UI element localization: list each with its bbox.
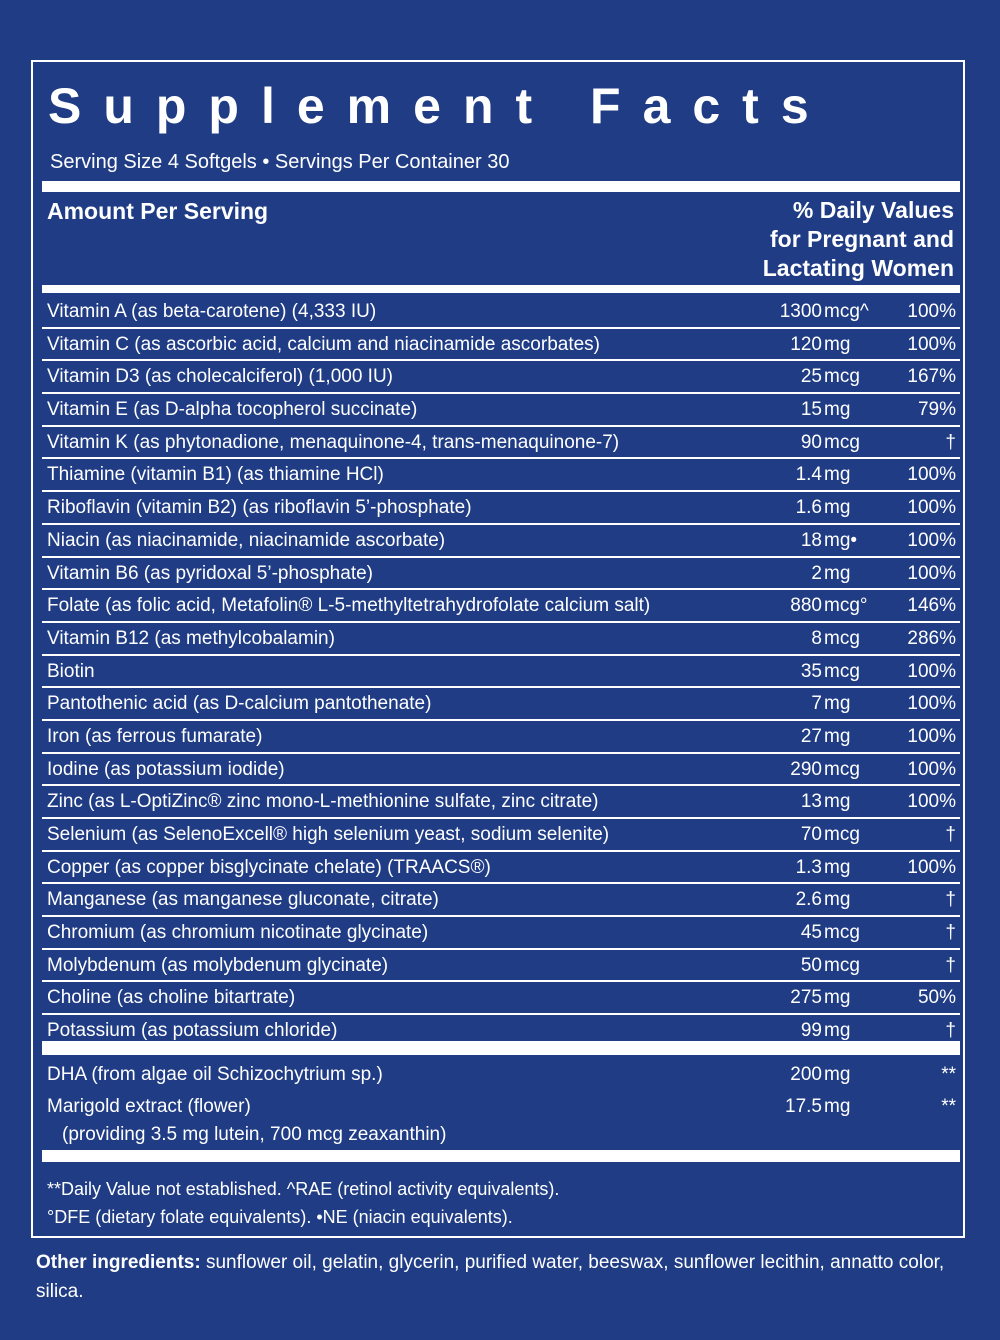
table-row — [42, 459, 960, 492]
nutrient-amount: 70 — [800, 824, 822, 845]
nutrient-amount: 2 — [811, 562, 822, 584]
daily-value-header: % Daily Values for Pregnant and Lactating Women — [762, 197, 954, 281]
other-ingredients-label: Other ingredients: — [36, 1252, 201, 1273]
nutrient-amount: 15 — [800, 399, 822, 421]
nutrient-name: Copper (as copper bisglycinate chelate) (TRAACS®) — [47, 856, 491, 878]
nutrient-name: Vitamin K (as phytonadione, menaquinone-4, trans-menaquinone-7) — [47, 431, 620, 453]
thick-divider-top — [42, 181, 960, 192]
nutrient-daily-value: 100% — [907, 333, 956, 355]
table-row — [42, 558, 960, 591]
nutrient-name: Vitamin B12 (as methylcobalamin) — [47, 627, 335, 649]
other-ingredients-text: sunflower oil, gelatin, glycerin, purified water, beeswax, sunflower lecithin, annatto color, silica. — [36, 1252, 945, 1302]
nutrient-amount: 1.3 — [795, 856, 822, 878]
nutrient-unit: mg — [824, 856, 851, 878]
nutrient-amount: 200 — [790, 1064, 822, 1085]
table-row — [42, 656, 960, 689]
nutrient-daily-value: 100% — [907, 856, 956, 878]
table-row — [42, 982, 960, 1015]
amount-per-serving-header: Amount Per Serving — [47, 198, 269, 224]
nutrient-amount: 1300 — [779, 301, 822, 322]
nutrient-daily-value: 100% — [907, 497, 956, 519]
nutrient-unit: mcg° — [824, 595, 868, 617]
nutrient-name: Zinc (as L-OptiZinc® zinc mono-L-methionine sulfate, zinc citrate) — [47, 791, 599, 813]
nutrient-daily-value: † — [945, 889, 956, 911]
nutrient-amount: 1.6 — [795, 497, 822, 519]
header-divider — [42, 285, 960, 293]
nutrient-amount: 90 — [800, 431, 822, 453]
nutrient-name: Biotin — [47, 660, 95, 682]
table-row — [42, 394, 960, 427]
nutrient-unit: mcg — [824, 660, 860, 682]
table-row — [42, 1060, 960, 1092]
nutrient-amount: 290 — [790, 758, 822, 780]
serving-info: Serving Size 4 Softgels • Servings Per Container 30 — [50, 151, 510, 173]
nutrient-unit: mcg^ — [824, 301, 869, 322]
footnote-line-1: **Daily Value not established. ^RAE (retinol activity equivalents). — [47, 1179, 560, 1199]
nutrient-name: Potassium (as potassium chloride) — [47, 1020, 338, 1042]
nutrient-daily-value: † — [945, 431, 956, 453]
nutrient-name: Vitamin D3 (as cholecalciferol) (1,000 IU) — [47, 366, 394, 388]
nutrient-daily-value: 100% — [907, 529, 956, 551]
nutrient-unit: mg — [824, 889, 851, 911]
nutrient-unit: mcg — [824, 824, 860, 845]
nutrient-unit: mg — [824, 1096, 851, 1117]
table-row — [42, 525, 960, 558]
footnotes — [47, 1175, 559, 1231]
nutrient-name: DHA (from algae oil Schizochytrium sp.) — [47, 1064, 383, 1085]
nutrient-unit: mcg — [824, 922, 860, 944]
nutrient-amount: 17.5 — [785, 1096, 822, 1117]
nutrient-daily-value: ** — [941, 1096, 956, 1117]
table-row — [42, 623, 960, 656]
nutrient-amount: 45 — [800, 922, 822, 944]
table-row — [42, 819, 960, 852]
nutrient-name: Folate (as folic acid, Metafolin® L-5-methyltetrahydrofolate calcium salt) — [47, 595, 651, 617]
nutrient-daily-value: 100% — [907, 301, 956, 322]
nutrient-daily-value: † — [945, 1020, 956, 1042]
table-row — [42, 688, 960, 721]
nutrient-name: Vitamin C (as ascorbic acid, calcium and niacinamide ascorbates) — [47, 333, 601, 355]
nutrient-amount: 1.4 — [795, 464, 822, 486]
nutrient-amount: 120 — [790, 333, 822, 355]
nutrient-name: Niacin (as niacinamide, niacinamide ascorbate) — [47, 529, 446, 551]
table-row — [42, 590, 960, 623]
table-row — [42, 1092, 960, 1145]
table-row — [42, 786, 960, 819]
table-row — [42, 361, 960, 394]
nutrient-amount: 13 — [800, 791, 822, 813]
nutrient-daily-value: † — [945, 954, 956, 976]
nutrient-amount: 35 — [800, 660, 822, 682]
nutrient-daily-value: 50% — [917, 987, 956, 1009]
nutrient-amount: 25 — [800, 366, 822, 388]
nutrient-daily-value: 100% — [907, 791, 956, 813]
nutrient-unit: mg — [824, 1064, 851, 1085]
nutrient-daily-value: 167% — [907, 366, 956, 388]
nutrient-unit: mg — [824, 464, 851, 486]
nutrient-name: Iron (as ferrous fumarate) — [47, 725, 263, 747]
table-row — [42, 329, 960, 362]
nutrient-daily-value: 286% — [907, 627, 956, 649]
thick-divider-bottom — [42, 1150, 960, 1162]
nutrient-daily-value: 100% — [907, 562, 956, 584]
nutrient-name: Molybdenum (as molybdenum glycinate) — [47, 954, 389, 976]
nutrient-unit: mcg — [824, 366, 860, 388]
nutrient-unit: mg — [824, 399, 851, 421]
table-row — [42, 492, 960, 525]
nutrient-daily-value: 100% — [907, 758, 956, 780]
nutrient-daily-value: † — [945, 922, 956, 944]
nutrient-name: Vitamin A (as beta-carotene) (4,333 IU) — [47, 301, 377, 322]
nutrient-amount: 18 — [800, 529, 822, 551]
nutrient-name: Choline (as choline bitartrate) — [47, 987, 296, 1009]
nutrient-unit: mg — [824, 693, 851, 715]
table-row — [42, 296, 960, 329]
nutrient-unit: mcg — [824, 758, 860, 780]
table-row — [42, 852, 960, 885]
nutrient-unit: mg — [824, 791, 851, 813]
nutrient-name: Marigold extract (flower) — [47, 1096, 251, 1117]
nutrient-amount: 2.6 — [795, 889, 822, 911]
nutrient-unit: mg — [824, 333, 851, 355]
nutrient-unit: mg — [824, 1020, 851, 1042]
nutrient-name: Chromium (as chromium nicotinate glycinate) — [47, 922, 429, 944]
nutrient-name: Vitamin B6 (as pyridoxal 5’-phosphate) — [47, 562, 373, 584]
other-ingredients — [36, 1248, 976, 1306]
table-row — [42, 917, 960, 950]
nutrient-amount: 27 — [800, 725, 822, 747]
nutrient-amount: 8 — [811, 627, 822, 649]
table-row — [42, 884, 960, 917]
nutrient-daily-value: 79% — [917, 399, 956, 421]
nutrient-unit: mg — [824, 497, 851, 519]
nutrient-unit: mg• — [824, 529, 858, 551]
panel-title: Supplement Facts — [48, 78, 831, 134]
nutrient-amount: 275 — [790, 987, 822, 1009]
nutrient-unit: mg — [824, 725, 851, 747]
nutrient-daily-value: † — [945, 824, 956, 845]
nutrient-name: Pantothenic acid (as D-calcium pantothenate) — [47, 693, 432, 715]
nutrient-daily-value: 100% — [907, 693, 956, 715]
table-row — [42, 950, 960, 983]
nutrient-amount: 7 — [811, 693, 822, 715]
nutrient-amount: 99 — [800, 1020, 822, 1042]
nutrient-table — [42, 296, 960, 1046]
nutrient-daily-value: 100% — [907, 660, 956, 682]
table-row — [42, 754, 960, 787]
nutrient-unit: mcg — [824, 954, 860, 976]
nutrient-name: Manganese (as manganese gluconate, citrate) — [47, 889, 439, 911]
nutrient-daily-value: 100% — [907, 464, 956, 486]
other-nutrient-table — [42, 1060, 960, 1145]
nutrient-daily-value: ** — [941, 1064, 956, 1085]
table-row — [42, 427, 960, 460]
nutrient-name: Iodine (as potassium iodide) — [47, 758, 285, 780]
nutrient-name: Vitamin E (as D-alpha tocopherol succinate) — [47, 399, 418, 421]
nutrient-unit: mcg — [824, 431, 860, 453]
nutrient-amount: 50 — [800, 954, 822, 976]
nutrient-name: Thiamine (vitamin B1) (as thiamine HCl) — [47, 464, 384, 486]
nutrient-daily-value: 146% — [907, 595, 956, 617]
nutrient-name: Selenium (as SelenoExcell® high selenium yeast, sodium selenite) — [47, 824, 610, 845]
footnote-line-2: °DFE (dietary folate equivalents). •NE (niacin equivalents). — [47, 1207, 513, 1227]
nutrient-unit: mg — [824, 987, 851, 1009]
table-row — [42, 721, 960, 754]
nutrient-name: Riboflavin (vitamin B2) (as riboflavin 5’-phosphate) — [47, 497, 472, 519]
thick-divider-middle — [42, 1041, 960, 1055]
nutrient-amount: 880 — [790, 595, 822, 617]
nutrient-unit: mcg — [824, 627, 860, 649]
nutrient-unit: mg — [824, 562, 851, 584]
nutrient-daily-value: 100% — [907, 725, 956, 747]
nutrient-subtext: (providing 3.5 mg lutein, 700 mcg zeaxanthin) — [62, 1124, 447, 1145]
